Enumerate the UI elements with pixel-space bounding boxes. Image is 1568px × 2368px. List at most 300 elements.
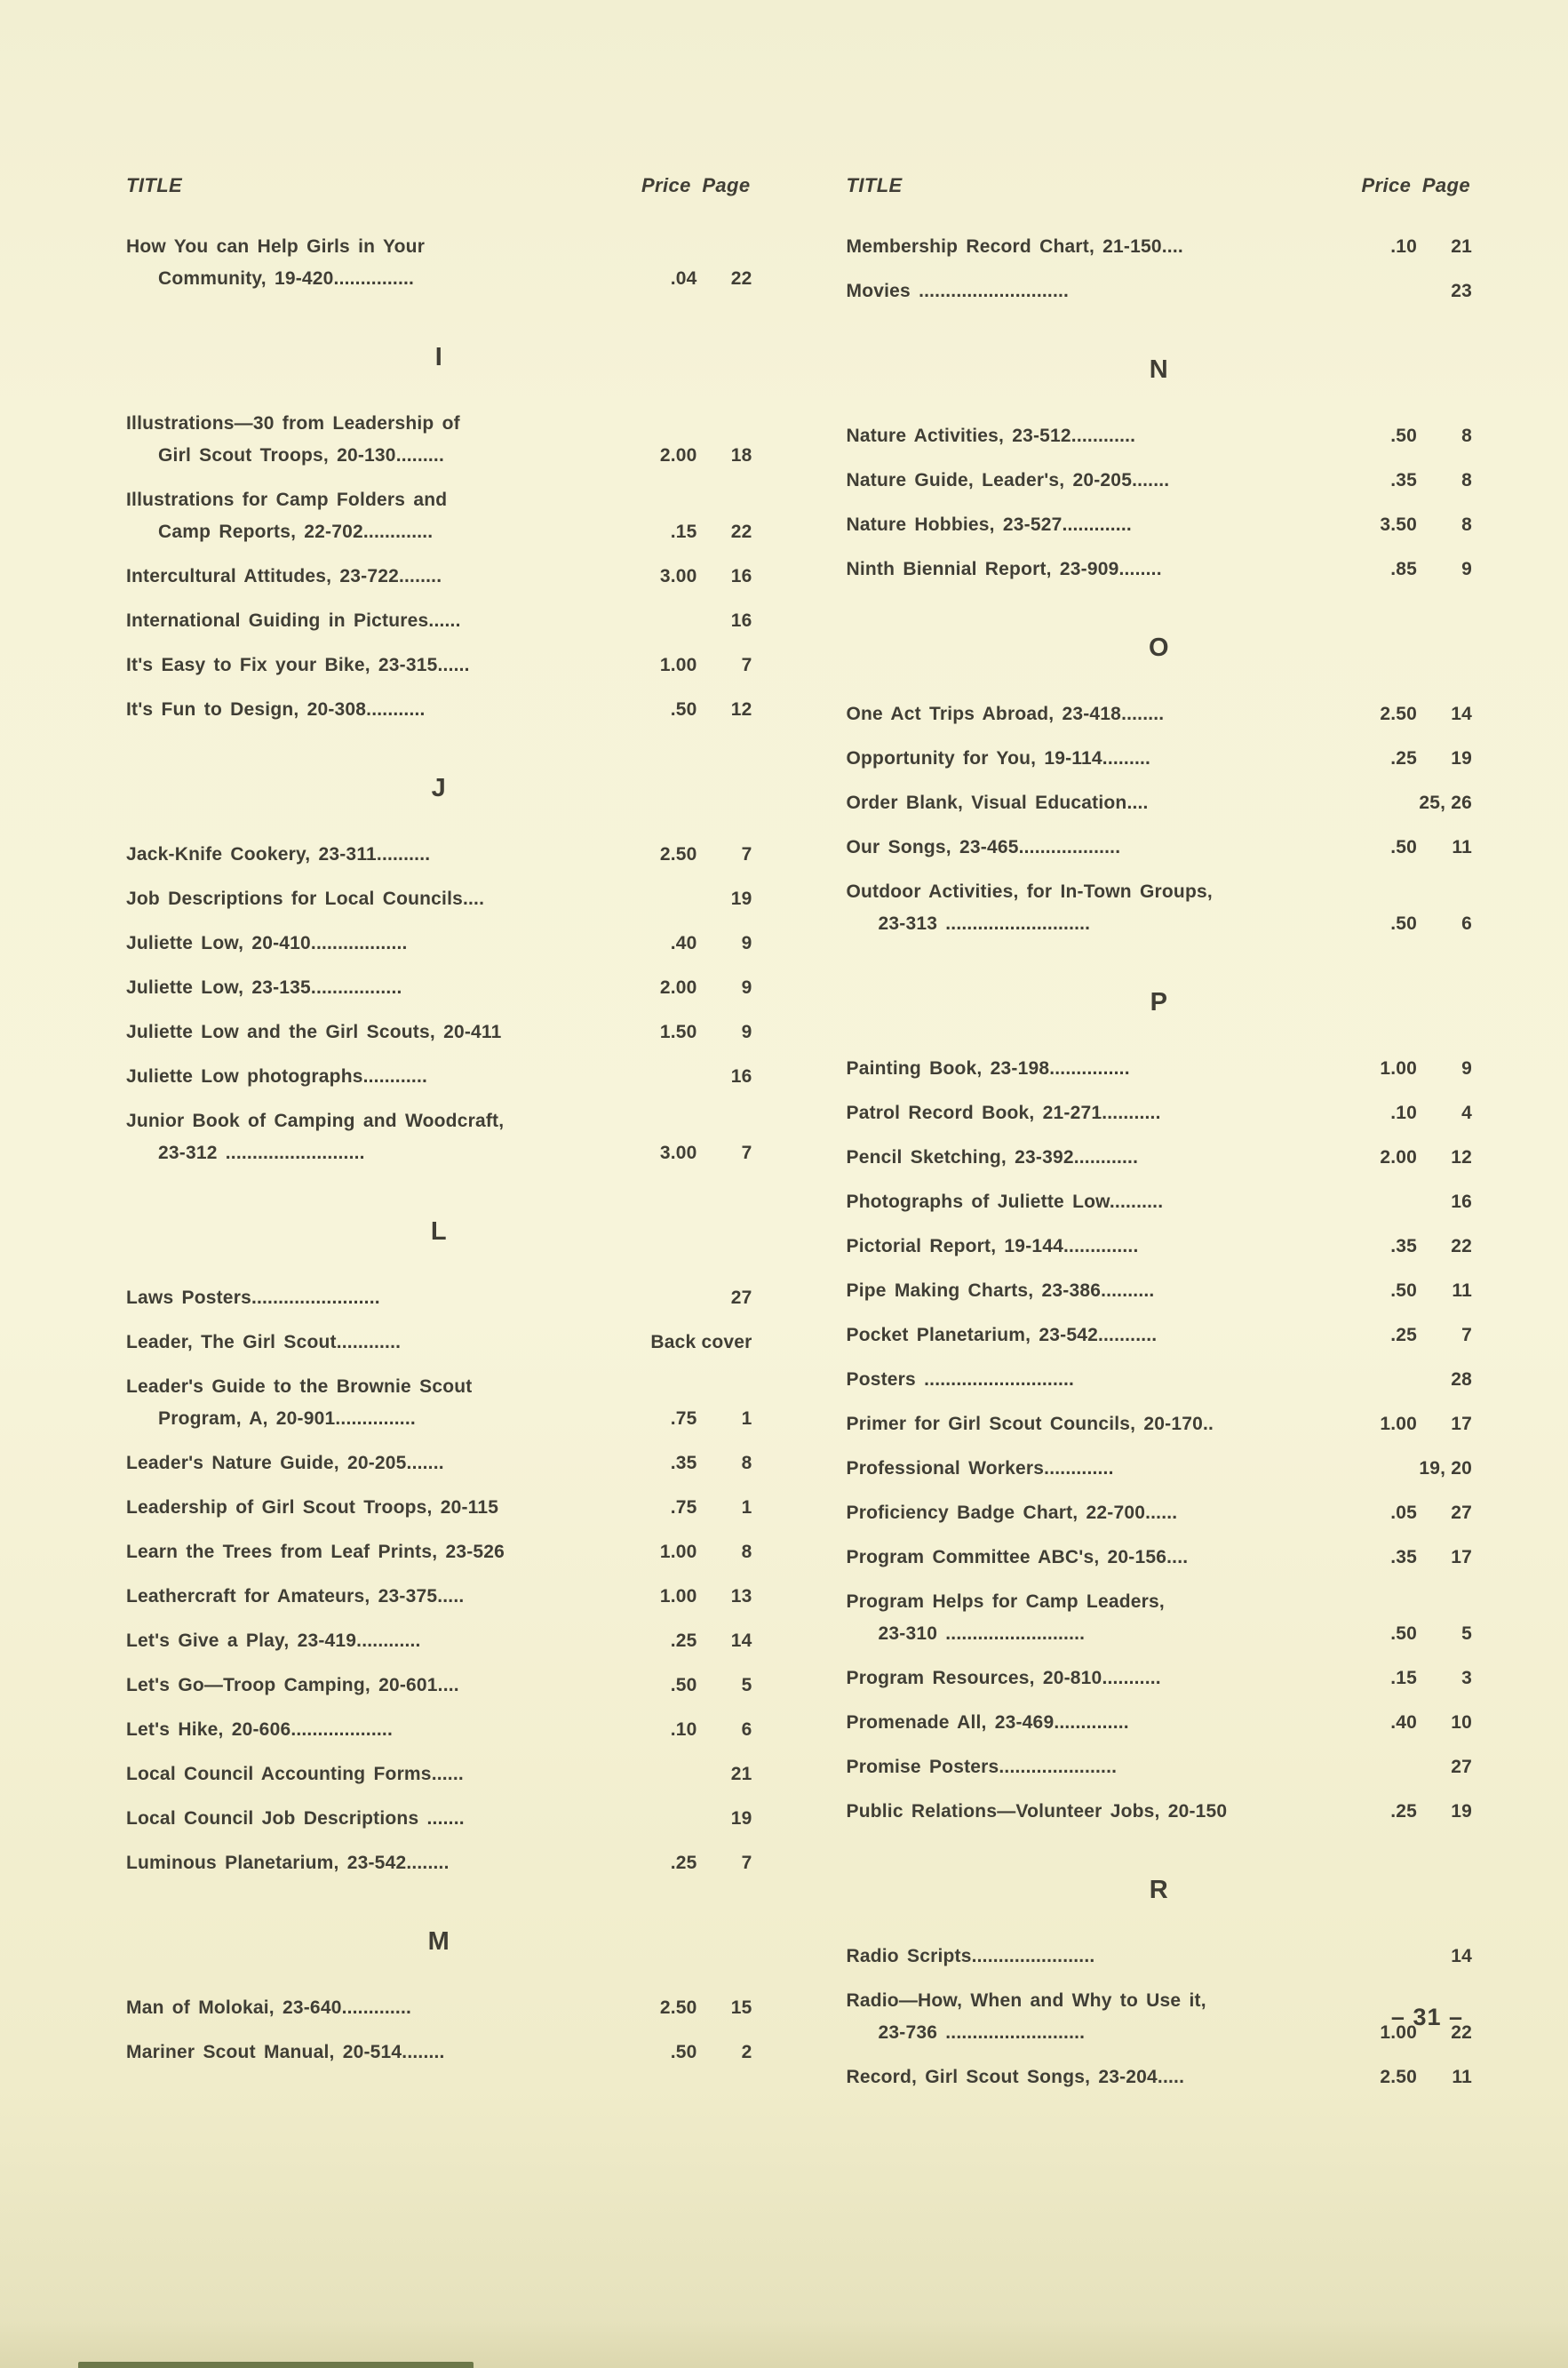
entry-price: 3.00: [659, 1143, 697, 1163]
entry-continuation-line: [847, 912, 1473, 937]
entry-title: Luminous Planetarium, 23-542........: [126, 1853, 450, 1873]
entry-title: Movies ............................: [846, 281, 1070, 301]
entry-title: Ninth Biennial Report, 23-909........: [846, 559, 1162, 579]
index-entry: [847, 1666, 1473, 1691]
entry-price: .25: [670, 1630, 697, 1651]
index-entry: [847, 1989, 1473, 2045]
entry-continuation-line: [126, 267, 752, 291]
index-entry: [126, 887, 752, 912]
entry-page-number: 22: [730, 522, 752, 542]
entry-page-number: 7: [1461, 1325, 1472, 1345]
entry-page-number: 21: [1451, 236, 1472, 257]
index-entry: [126, 1109, 752, 1166]
entry-main-line: [126, 564, 752, 589]
entry-title: Program Committee ABC's, 20-156....: [846, 1547, 1189, 1567]
entry-title-continuation: Program, A, 20-901...............: [158, 1408, 416, 1429]
entry-main-line: [847, 791, 1473, 816]
entry-main-line: [126, 609, 752, 634]
entry-page-number: 7: [741, 655, 752, 675]
entry-page-number: 19, 20: [1419, 1458, 1472, 1479]
entry-price: .50: [1390, 426, 1417, 446]
entry-title: Let's Hike, 20-606...................: [126, 1719, 393, 1740]
entry-title: Professional Workers.............: [846, 1458, 1114, 1479]
index-entry: [126, 1330, 752, 1355]
entry-main-line: [126, 1286, 752, 1311]
index-entry: [126, 2040, 752, 2065]
entry-main-line: [126, 1020, 752, 1045]
entry-page-number: 8: [741, 1453, 752, 1473]
entry-page-number: 19: [730, 1808, 752, 1829]
index-entry: [126, 1064, 752, 1089]
entry-main-line: [847, 1799, 1473, 1824]
entry-title: Record, Girl Scout Songs, 23-204.....: [846, 2067, 1185, 2087]
entry-price: 1.00: [659, 655, 697, 675]
entry-main-line: [126, 1330, 752, 1355]
entry-price: .50: [1390, 1623, 1417, 1644]
entry-page-number: 12: [1451, 1147, 1472, 1168]
entry-title: Learn the Trees from Leaf Prints, 23-526: [126, 1542, 505, 1562]
entry-page-number: 1: [741, 1497, 752, 1518]
entry-price: .35: [1390, 1547, 1417, 1567]
index-entry: [126, 488, 752, 545]
entry-title: Radio—How, When and Why to Use it,: [846, 1990, 1206, 2011]
section-letter-heading: P: [1150, 988, 1168, 1017]
index-entry: [847, 1456, 1473, 1481]
index-entry: [847, 1190, 1473, 1215]
entry-continuation-line: [126, 1407, 752, 1431]
index-entry: [847, 791, 1473, 816]
entry-main-line: [847, 1666, 1473, 1691]
index-entry: [847, 468, 1473, 493]
entry-page-number: 6: [741, 1719, 752, 1740]
entry-price: .50: [1390, 913, 1417, 934]
index-entry: [126, 1851, 752, 1876]
entry-title: Pencil Sketching, 23-392............: [846, 1147, 1139, 1168]
header-price-page-label: Price Page: [641, 174, 751, 196]
header-title-label: TITLE: [846, 174, 903, 196]
entry-main-line: [126, 842, 752, 867]
entry-main-line: [847, 746, 1473, 771]
entry-price: .50: [670, 1675, 697, 1695]
index-entry: [126, 1495, 752, 1520]
entry-main-line: [847, 468, 1473, 493]
entry-price: .25: [1390, 748, 1417, 769]
entry-main-line: [847, 1190, 1473, 1215]
entry-main-line: [847, 279, 1473, 304]
entry-main-line: [847, 1501, 1473, 1526]
column-left: [126, 174, 752, 2109]
entry-title: Painting Book, 23-198...............: [846, 1058, 1130, 1079]
entry-title: Opportunity for You, 19-114.........: [846, 748, 1151, 769]
entry-title: Local Council Accounting Forms......: [126, 1764, 464, 1784]
entry-title: Illustrations—30 from Leadership of: [126, 413, 460, 434]
entry-price: .40: [670, 933, 697, 953]
index-entry: [847, 1056, 1473, 1081]
entry-price: .35: [670, 1453, 697, 1473]
entry-price: 1.00: [659, 1586, 697, 1607]
entry-title: Program Resources, 20-810...........: [846, 1668, 1161, 1688]
entry-page-number: 8: [1461, 470, 1472, 490]
entry-title: Outdoor Activities, for In-Town Groups,: [846, 881, 1213, 902]
entry-main-line: [847, 835, 1473, 860]
entry-title: Pipe Making Charts, 23-386..........: [846, 1280, 1155, 1301]
index-entry: [126, 1286, 752, 1311]
entry-main-line: [126, 1851, 752, 1876]
entry-title: Pictorial Report, 19-144..............: [846, 1236, 1139, 1256]
entry-main-line: [126, 2040, 752, 2065]
entry-price: .35: [1390, 1236, 1417, 1256]
entry-page-number: 27: [1451, 1757, 1472, 1777]
entry-page-number: 27: [1451, 1503, 1472, 1523]
index-entry: [126, 1584, 752, 1609]
entry-title: Nature Activities, 23-512............: [846, 426, 1136, 446]
entry-page-number: 5: [741, 1675, 752, 1695]
entry-title: Leathercraft for Amateurs, 23-375.....: [126, 1586, 465, 1607]
entry-page-number: 9: [1461, 559, 1472, 579]
index-entry: [847, 1412, 1473, 1437]
entry-price: .75: [670, 1497, 697, 1518]
section-N: [847, 355, 1473, 582]
index-entry: [126, 653, 752, 678]
section-I: [126, 343, 752, 722]
index-entry: [847, 1101, 1473, 1126]
entry-page-number: 16: [730, 566, 752, 586]
entry-title: Nature Hobbies, 23-527.............: [846, 514, 1132, 535]
index-entry: [126, 1718, 752, 1742]
index-entry: [126, 1375, 752, 1431]
column-header: [126, 174, 752, 197]
entry-page-number: 19: [730, 889, 752, 909]
entry-title: Promenade All, 23-469..............: [846, 1712, 1129, 1733]
entry-page-number: 6: [1461, 913, 1472, 934]
entry-page-number: 7: [741, 1143, 752, 1163]
entry-page-number: 11: [1452, 2067, 1472, 2087]
entry-title-continuation: 23-310 ..........................: [878, 1623, 1086, 1644]
section-letter-heading: L: [430, 1217, 448, 1246]
entry-price: .50: [670, 2042, 697, 2062]
entry-page-number: 11: [1452, 837, 1472, 857]
index-entry: [847, 2065, 1473, 2090]
index-entry: [847, 1367, 1473, 1392]
entry-title: Pocket Planetarium, 23-542...........: [846, 1325, 1158, 1345]
index-entry: [126, 1996, 752, 2021]
entry-price: .75: [670, 1408, 697, 1429]
index-entry: [126, 842, 752, 867]
entry-title: Nature Guide, Leader's, 20-205.......: [846, 470, 1170, 490]
entry-page-number: 8: [741, 1542, 752, 1562]
entry-title: Leader's Guide to the Brownie Scout: [126, 1376, 473, 1397]
entry-page-number: Back cover: [650, 1332, 752, 1352]
entry-title-continuation: 23-312 ..........................: [158, 1143, 365, 1163]
entry-title: Intercultural Attitudes, 23-722........: [126, 566, 442, 586]
entry-main-line: [126, 1673, 752, 1698]
entry-price: .25: [1390, 1325, 1417, 1345]
entry-price: .50: [1390, 837, 1417, 857]
index-entry: [126, 235, 752, 291]
entry-main-line: [847, 424, 1473, 449]
column-header: [847, 174, 1473, 197]
entry-price: .50: [1390, 1280, 1417, 1301]
entry-main-line: [847, 557, 1473, 582]
entry-main-line: [847, 1056, 1473, 1081]
entry-main-line: [847, 2065, 1473, 2090]
entry-main-line: [126, 1451, 752, 1476]
entry-price: 2.50: [659, 844, 697, 865]
index-entry: [847, 702, 1473, 727]
entry-page-number: 9: [741, 933, 752, 953]
entry-page-number: 8: [1461, 426, 1472, 446]
entry-price: 2.50: [1380, 2067, 1417, 2087]
entry-page-number: 17: [1451, 1414, 1472, 1434]
entry-page-number: 10: [1451, 1712, 1472, 1733]
entry-page-number: 22: [1451, 1236, 1472, 1256]
entry-price: .15: [670, 522, 697, 542]
entry-title: Posters ............................: [846, 1369, 1075, 1390]
entry-page-number: 22: [1451, 2022, 1472, 2043]
entry-title: Public Relations—Volunteer Jobs, 20-150: [846, 1801, 1228, 1822]
entry-page-number: 22: [730, 268, 752, 289]
entry-page-number: 16: [730, 1066, 752, 1087]
entry-page-number: 14: [1451, 704, 1472, 724]
entry-price: .04: [670, 268, 697, 289]
column-right: [847, 174, 1473, 2109]
entry-page-number: 17: [1451, 1547, 1472, 1567]
section-M: [126, 1927, 752, 2065]
index-entry: [847, 424, 1473, 449]
index-entry: [847, 279, 1473, 304]
index-entry: [847, 1545, 1473, 1570]
entry-page-number: 4: [1461, 1103, 1472, 1123]
entry-page-number: 3: [1461, 1668, 1472, 1688]
scan-edge-artifact: [78, 2362, 474, 2368]
entry-title: It's Fun to Design, 20-308...........: [126, 699, 426, 720]
entry-page-number: 23: [1451, 281, 1472, 301]
entry-main-line: [847, 1101, 1473, 1126]
index-entry: [847, 880, 1473, 937]
index-entry: [847, 1799, 1473, 1824]
section-letter-heading: N: [1149, 355, 1169, 384]
entry-main-line: [126, 1064, 752, 1089]
index-entry: [126, 1673, 752, 1698]
entry-main-line: [126, 1762, 752, 1787]
columns: [126, 174, 1472, 2109]
entry-main-line: [847, 1412, 1473, 1437]
entry-main-line: [126, 653, 752, 678]
entry-title: Leader's Nature Guide, 20-205.......: [126, 1453, 444, 1473]
index-entry: [126, 1020, 752, 1045]
section-top: [847, 235, 1473, 304]
entry-page-number: 21: [730, 1764, 752, 1784]
entry-main-line: [847, 1145, 1473, 1170]
entry-page-number: 2: [741, 2042, 752, 2062]
entry-title: How You can Help Girls in Your: [126, 236, 426, 257]
entry-main-line: [126, 1718, 752, 1742]
entry-price: .05: [1390, 1503, 1417, 1523]
entry-title: Juliette Low photographs............: [126, 1066, 428, 1087]
entry-main-line: [847, 1545, 1473, 1570]
entry-page-number: 18: [730, 445, 752, 466]
entry-title: Order Blank, Visual Education....: [846, 793, 1149, 813]
entry-main-line: [847, 1367, 1473, 1392]
entry-page-number: 19: [1451, 748, 1472, 769]
section-letter-heading: M: [427, 1927, 450, 1956]
entry-main-line: [126, 887, 752, 912]
entry-price: 3.50: [1380, 514, 1417, 535]
entry-title: Membership Record Chart, 21-150....: [846, 236, 1183, 257]
index-entry: [847, 557, 1473, 582]
entry-page-number: 9: [741, 1022, 752, 1042]
index-entry: [847, 235, 1473, 259]
entry-price: 2.00: [659, 445, 697, 466]
entry-page-number: 14: [730, 1630, 752, 1651]
section-letter-heading: I: [434, 343, 443, 371]
index-entry: [126, 1806, 752, 1831]
entry-page-number: 7: [741, 1853, 752, 1873]
entry-continuation-line: [847, 2021, 1473, 2045]
entry-page-number: 16: [730, 610, 752, 631]
entry-title: Illustrations for Camp Folders and: [126, 490, 448, 510]
index-entry: [847, 1279, 1473, 1304]
entry-title: Primer for Girl Scout Councils, 20-170..: [846, 1414, 1214, 1434]
entry-price: .10: [1390, 236, 1417, 257]
section-top: [126, 235, 752, 291]
entry-main-line: [126, 1495, 752, 1520]
index-entry: [847, 1501, 1473, 1526]
index-entry: [847, 746, 1473, 771]
entry-main-line: [847, 1323, 1473, 1348]
entry-title: Program Helps for Camp Leaders,: [846, 1591, 1165, 1612]
entry-title: Juliette Low and the Girl Scouts, 20-411: [126, 1022, 502, 1042]
entry-continuation-line: [126, 520, 752, 545]
entry-continuation-line: [847, 1622, 1473, 1646]
entry-main-line: [847, 1456, 1473, 1481]
entry-title: Mariner Scout Manual, 20-514........: [126, 2042, 445, 2062]
section-letter-heading: R: [1149, 1876, 1169, 1904]
index-entry: [847, 1145, 1473, 1170]
entry-main-line: [126, 1996, 752, 2021]
entry-continuation-line: [126, 1141, 752, 1166]
entry-title: Juliette Low, 23-135.................: [126, 977, 402, 998]
section-J: [126, 774, 752, 1166]
entry-price: .40: [1390, 1712, 1417, 1733]
entry-title-continuation: Girl Scout Troops, 20-130.........: [158, 445, 445, 466]
entry-title-continuation: 23-313 ...........................: [878, 913, 1091, 934]
entry-main-line: [847, 235, 1473, 259]
entry-page-number: 19: [1451, 1801, 1472, 1822]
entry-title: Promise Posters......................: [846, 1757, 1118, 1777]
entry-page-number: 9: [1461, 1058, 1472, 1079]
entry-title: Let's Go—Troop Camping, 20-601....: [126, 1675, 459, 1695]
entry-page-number: 8: [1461, 514, 1472, 535]
section-letter-heading: O: [1148, 634, 1170, 662]
index-entry: [847, 1234, 1473, 1259]
entry-price: .15: [1390, 1668, 1417, 1688]
entry-title: Job Descriptions for Local Councils....: [126, 889, 485, 909]
entry-price: .10: [670, 1719, 697, 1740]
entry-main-line: [126, 1540, 752, 1565]
entry-price: 1.00: [1380, 1414, 1417, 1434]
entry-price: 2.50: [1380, 704, 1417, 724]
index-entry: [847, 1590, 1473, 1646]
entry-main-line: [847, 1710, 1473, 1735]
entry-price: 1.50: [659, 1022, 697, 1042]
section-R: [847, 1876, 1473, 2090]
header-title-label: TITLE: [126, 174, 183, 196]
entry-title: It's Easy to Fix your Bike, 23-315......: [126, 655, 470, 675]
entry-page-number: 9: [741, 977, 752, 998]
entry-title: Proficiency Badge Chart, 22-700......: [846, 1503, 1178, 1523]
entry-title: Leadership of Girl Scout Troops, 20-115: [126, 1497, 499, 1518]
entry-main-line: [847, 513, 1473, 538]
index-entry: [847, 1944, 1473, 1969]
index-entry: [126, 1540, 752, 1565]
index-entry: [126, 698, 752, 722]
entry-main-line: [126, 1629, 752, 1654]
index-entry: [847, 513, 1473, 538]
entry-title: Leader, The Girl Scout............: [126, 1332, 402, 1352]
entry-continuation-line: [126, 443, 752, 468]
entry-title: Laws Posters........................: [126, 1288, 380, 1308]
index-entry: [126, 411, 752, 468]
entry-main-line: [847, 1234, 1473, 1259]
entry-page-number: 15: [730, 1997, 752, 2018]
entry-title: Jack-Knife Cookery, 23-311..........: [126, 844, 431, 865]
entry-title: Photographs of Juliette Low..........: [846, 1192, 1164, 1212]
entry-title: Radio Scripts.......................: [846, 1946, 1095, 1966]
entry-title: One Act Trips Abroad, 23-418........: [846, 704, 1165, 724]
index-entry: [847, 1710, 1473, 1735]
index-entry: [126, 564, 752, 589]
entry-title-continuation: Camp Reports, 22-702.............: [158, 522, 434, 542]
entry-price: 2.00: [659, 977, 697, 998]
index-entry: [847, 1323, 1473, 1348]
index-entry: [126, 931, 752, 956]
index-entry: [126, 1451, 752, 1476]
entry-price: 1.00: [1380, 2022, 1417, 2043]
entry-page-number: 16: [1451, 1192, 1472, 1212]
section-P: [847, 988, 1473, 1824]
entry-title-continuation: Community, 19-420...............: [158, 268, 415, 289]
index-entry: [847, 1755, 1473, 1780]
entry-page-number: 1: [741, 1408, 752, 1429]
entry-page-number: 27: [730, 1288, 752, 1308]
entry-price: 1.00: [659, 1542, 697, 1562]
entry-price: 2.50: [659, 1997, 697, 2018]
entry-price: 3.00: [659, 566, 697, 586]
entry-page-number: 12: [730, 699, 752, 720]
entry-page-number: 14: [1451, 1946, 1472, 1966]
entry-main-line: [126, 1584, 752, 1609]
entry-price: .85: [1390, 559, 1417, 579]
entry-page-number: 5: [1461, 1623, 1472, 1644]
section-letter-heading: J: [431, 774, 447, 802]
header-price-page-label: Price Page: [1361, 174, 1470, 196]
entry-page-number: 7: [741, 844, 752, 865]
entry-price: 2.00: [1380, 1147, 1417, 1168]
entry-page-number: 25, 26: [1419, 793, 1472, 813]
entry-main-line: [126, 931, 752, 956]
entry-main-line: [847, 702, 1473, 727]
entry-main-line: [126, 976, 752, 1001]
entry-price: .35: [1390, 470, 1417, 490]
entry-main-line: [847, 1944, 1473, 1969]
section-O: [847, 634, 1473, 937]
entry-page-number: 11: [1452, 1280, 1472, 1301]
page-number: – 31 –: [1390, 2004, 1463, 2030]
index-entry: [126, 1629, 752, 1654]
entry-title-continuation: 23-736 ..........................: [878, 2022, 1086, 2043]
entry-title: Let's Give a Play, 23-419............: [126, 1630, 421, 1651]
